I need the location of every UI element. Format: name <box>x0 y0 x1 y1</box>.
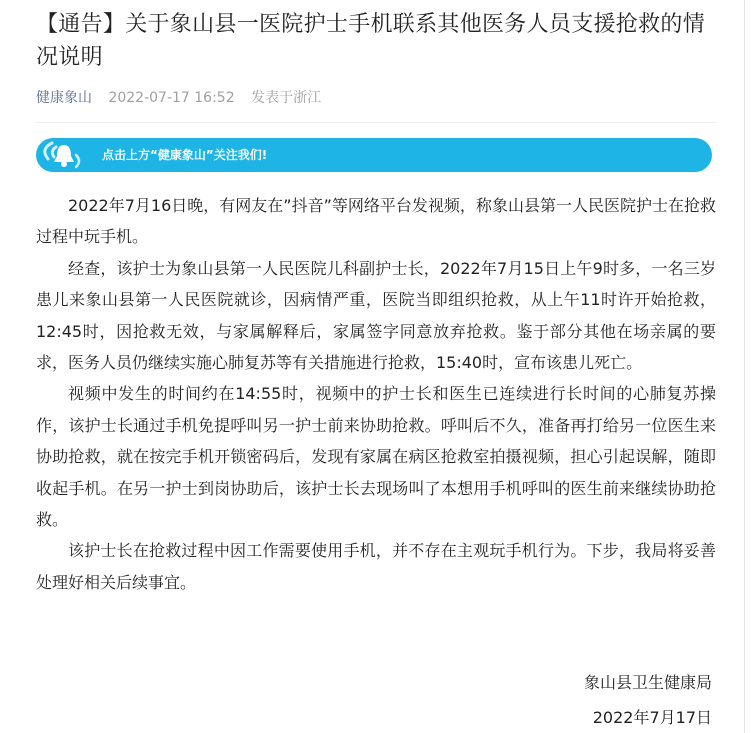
signature-org: 象山县卫生健康局 <box>583 673 712 692</box>
paragraph-2: 经查，该护士为象山县第一人民医院儿科副护士长，2022年7月15日上午9时多，一名三岁患儿来象山县第一人民医院就诊，因病情严重，医院当即组织抢救，从上午11时许开始抢救，12:45时，因抢救无效，与家属解释后，家属签字同意放弃抢救。鉴于部分其他在场亲属的要求，医务人员仍继续实施心肺复苏等有关措施进行抢救，15:40时，宣布该患儿死亡。 <box>36 258 716 373</box>
account-name-link[interactable]: 健康象山 <box>36 90 92 106</box>
paragraph-3: 视频中发生的时间约在14:55时，视频中的护士长和医生已连续进行长时间的心肺复苏操作，该护士长通过手机免提呼叫另一护士前来协助抢救。呼叫后不久，准备再打给另一位医生来协助抢救，就在按完手机开锁密码后，发现有家属在病区抢救室拍摄视频，担心引起误解，随即收起手机。在另一护士到岗协助后，该护士长去现场叫了本想用手机呼叫的医生前来继续协助抢救。 <box>36 384 716 530</box>
follow-banner-text: 点击上方“健康象山”关注我们! <box>102 148 268 162</box>
signature-date: 2022年7月17日 <box>592 708 712 727</box>
paragraph-4: 该护士长在抢救过程中因工作需要使用手机，并不存在主观玩手机行为。下步，我局将妥善处理好相关后续事宜。 <box>36 541 716 592</box>
bell-icon <box>38 138 90 172</box>
article <box>36 0 716 727</box>
publish-time: 2022-07-17 16:52 <box>108 90 235 106</box>
article-meta <box>36 88 716 108</box>
page-scrollbar[interactable] <box>744 0 745 733</box>
header-divider <box>36 122 716 123</box>
publish-location: 发表于浙江 <box>251 90 322 106</box>
paragraph-1: 2022年7月16日晚，有网友在”抖音”等网络平台发视频，称象山县第一人民医院护士在抢救过程中玩手机。 <box>36 196 716 247</box>
follow-banner[interactable] <box>36 138 712 172</box>
article-title: 【通告】关于象山县一医院护士手机联系其他医务人员支援抢救的情况说明 <box>36 12 706 70</box>
article-body <box>36 190 716 598</box>
